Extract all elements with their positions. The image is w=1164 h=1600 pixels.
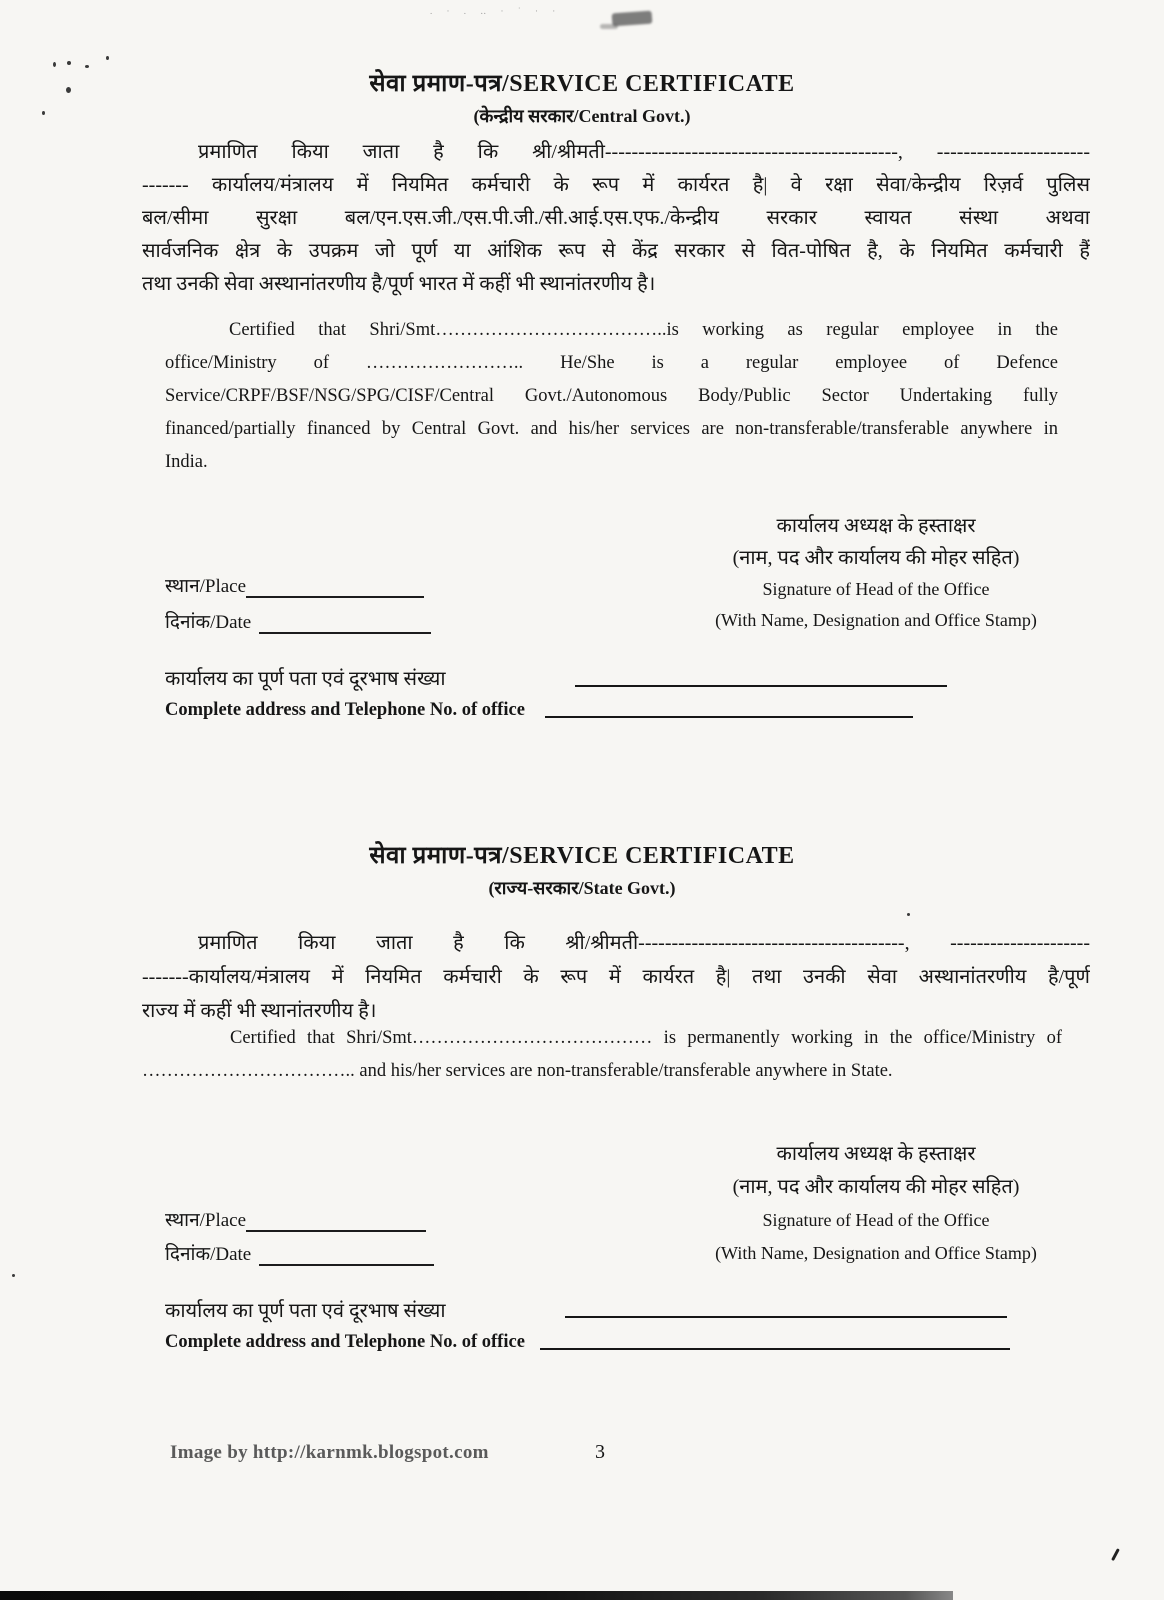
central-address-label-hindi: कार्यालय का पूर्ण पता एवं दूरभाष संख्या — [165, 668, 446, 690]
central-signature-block — [690, 510, 1062, 636]
central-hindi-paragraph — [142, 136, 1090, 301]
hindi-line: तथा उनकी सेवा अस्थानांतरणीय है/पूर्ण भारत में कहीं भी स्थानांतरणीय है। — [142, 273, 656, 295]
scan-smudge-blob-2 — [600, 24, 618, 29]
date-label: दिनांक/Date — [165, 1244, 252, 1265]
scan-speck — [106, 56, 109, 60]
footer-credit-watermark: Image by http://karnmk.blogspot.com — [170, 1442, 489, 1463]
state-hindi-paragraph — [142, 926, 1090, 1028]
page-number: 3 — [595, 1441, 605, 1463]
scan-speck — [907, 913, 910, 916]
scan-mark — [1111, 1548, 1119, 1561]
hindi-line: राज्य में कहीं भी स्थानांतरणीय है। — [142, 1000, 377, 1022]
hindi-line: सार्वजनिक क्षेत्र के उपक्रम जो पूर्ण या आंशिक रूप से केंद्र सरकार से वित-पोषित है, के नियमित कर्मचारी हैं — [142, 240, 1090, 262]
central-address-fill-line-2 — [545, 716, 913, 718]
place-label: स्थान/Place — [165, 576, 247, 597]
scan-speck — [67, 61, 71, 65]
central-date-row — [165, 608, 431, 634]
central-address-fill-line-1 — [575, 685, 947, 687]
signature-line-hindi: (नाम, पद और कार्यालय की मोहर सहित) — [732, 1176, 1020, 1198]
date-label: दिनांक/Date — [165, 612, 252, 633]
state-address-label-english: Complete address and Telephone No. of office — [165, 1332, 525, 1352]
date-fill-line — [259, 614, 431, 634]
signature-line-hindi: कार्यालय अध्यक्ष के हस्ताक्षर — [776, 515, 976, 537]
scan-smudge-dots: . · . ‥ · ˙ · · — [430, 6, 562, 16]
place-fill-line — [246, 578, 424, 598]
signature-line-hindi: कार्यालय अध्यक्ष के हस्ताक्षर — [776, 1143, 976, 1165]
english-line: Certified that Shri/Smt………………………………..is working as regular employee in the — [229, 320, 1058, 340]
state-cert-subtitle: (राज्य-सरकार/State Govt.) — [488, 878, 676, 898]
scan-speck — [12, 1274, 15, 1277]
state-english-paragraph — [142, 1022, 1062, 1088]
place-fill-line — [246, 1212, 426, 1232]
english-line: office/Ministry of …………………….. He/She is a regular employee of Defence — [165, 353, 1058, 373]
state-address-fill-line-1 — [565, 1316, 1007, 1318]
hindi-line: प्रमाणित किया जाता है कि श्री/श्रीमती--------------------------------------------, ----------------------- — [198, 141, 1090, 163]
scan-smudge-blob — [612, 11, 653, 27]
central-place-row — [165, 572, 424, 598]
central-cert-title: सेवा प्रमाण-पत्र/SERVICE CERTIFICATE — [369, 71, 795, 97]
signature-line-english: Signature of Head of the Office — [762, 579, 990, 599]
state-cert-title: सेवा प्रमाण-पत्र/SERVICE CERTIFICATE — [369, 843, 795, 869]
state-place-row — [165, 1206, 426, 1232]
hindi-line: -------कार्यालय/मंत्रालय में नियमित कर्मचारी के रूप में कार्यरत है| तथा उनकी सेवा अस्थानांतरणीय है/पूर्ण — [142, 966, 1090, 988]
english-line: Certified that Shri/Smt………………………………… is permanently working in the office/Ministry of — [230, 1028, 1062, 1048]
signature-line-english: (With Name, Designation and Office Stamp) — [715, 1243, 1037, 1263]
central-english-paragraph — [165, 314, 1058, 479]
english-line: Service/CRPF/BSF/NSG/SPG/CISF/Central Govt./Autonomous Body/Public Sector Undertaking fully — [165, 386, 1058, 406]
state-address-label-hindi: कार्यालय का पूर्ण पता एवं दूरभाष संख्या — [165, 1300, 446, 1322]
date-fill-line — [259, 1246, 434, 1266]
english-line: financed/partially financed by Central Govt. and his/her services are non-transferable/transferable anywhere in — [165, 419, 1058, 439]
hindi-line: बल/सीमा सुरक्षा बल/एन.एस.जी./एस.पी.जी./सी.आई.एस.एफ./केन्द्रीय सरकार स्वायत संस्था अथवा — [142, 207, 1090, 229]
signature-line-hindi: (नाम, पद और कार्यालय की मोहर सहित) — [732, 547, 1020, 569]
state-signature-block — [690, 1138, 1062, 1269]
state-address-fill-line-2 — [540, 1348, 1010, 1350]
scan-edge-bar — [0, 1591, 953, 1600]
english-line: India. — [165, 452, 208, 472]
english-line: …………………………….. and his/her services are non-transferable/transferable anywhere in State. — [142, 1061, 893, 1081]
central-address-label-english: Complete address and Telephone No. of office — [165, 700, 525, 720]
hindi-line: प्रमाणित किया जाता है कि श्री/श्रीमती----------------------------------------, --------------------- — [198, 932, 1090, 954]
state-date-row — [165, 1240, 434, 1266]
central-cert-subtitle: (केन्द्रीय सरकार/Central Govt.) — [473, 106, 691, 126]
signature-line-english: (With Name, Designation and Office Stamp) — [715, 610, 1037, 630]
signature-line-english: Signature of Head of the Office — [762, 1210, 990, 1230]
hindi-line: ------- कार्यालय/मंत्रालय में नियमित कर्मचारी के रूप में कार्यरत है| वे रक्षा सेवा/केन्द्रीय रिज़र्व पुलिस — [142, 174, 1090, 196]
place-label: स्थान/Place — [165, 1210, 247, 1231]
